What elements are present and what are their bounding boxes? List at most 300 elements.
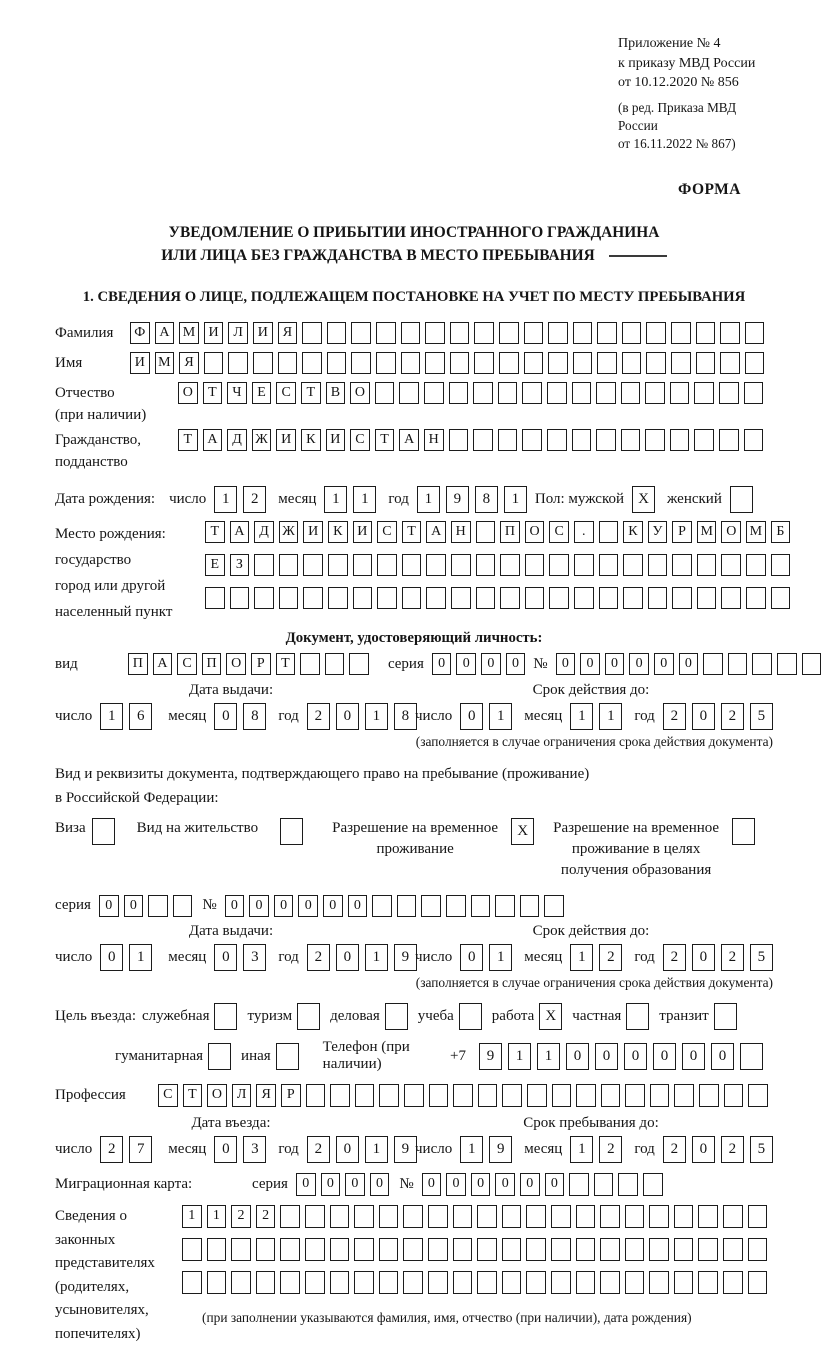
char-box[interactable]: 1 [207,1205,227,1228]
char-box[interactable]: 2 [721,1136,744,1163]
char-box[interactable] [500,554,520,577]
identity-expiry-day[interactable] [460,703,512,730]
char-box[interactable] [698,1238,718,1261]
char-box[interactable] [576,1238,596,1261]
char-box[interactable]: 1 [353,486,376,513]
char-box[interactable] [748,1271,768,1294]
char-box[interactable]: С [276,382,296,405]
char-box[interactable] [777,653,797,676]
char-box[interactable] [648,554,668,577]
char-box[interactable]: К [623,521,643,544]
char-box[interactable]: 2 [307,703,330,730]
char-box[interactable] [650,1084,670,1107]
char-box[interactable] [375,382,395,405]
char-box[interactable]: А [426,521,446,544]
char-box[interactable]: 0 [711,1043,734,1070]
char-box[interactable] [674,1271,694,1294]
char-box[interactable] [744,429,764,452]
char-box[interactable] [745,322,765,345]
birth-place-row1[interactable] [205,521,790,544]
char-box[interactable] [572,429,592,452]
char-box[interactable]: Р [251,653,271,676]
char-box[interactable] [330,1238,350,1261]
char-box[interactable] [618,1173,638,1196]
char-box[interactable] [648,587,668,610]
char-box[interactable] [449,429,469,452]
char-box[interactable]: 1 [570,703,593,730]
char-box[interactable]: 9 [394,944,417,971]
char-box[interactable] [649,1238,669,1261]
entry-month[interactable] [214,1136,266,1163]
char-box[interactable] [601,1084,621,1107]
char-box[interactable]: 2 [663,944,686,971]
visa-checkbox[interactable] [92,818,115,845]
char-box[interactable]: И [353,521,373,544]
char-box[interactable] [379,1238,399,1261]
stay-year[interactable] [663,1136,773,1163]
char-box[interactable] [674,1238,694,1261]
identity-expiry-year[interactable] [663,703,773,730]
char-box[interactable] [471,895,491,918]
char-box[interactable] [403,1271,423,1294]
char-box[interactable]: А [399,429,419,452]
char-box[interactable] [643,1173,663,1196]
char-box[interactable] [498,429,518,452]
char-box[interactable]: 1 [570,944,593,971]
char-box[interactable]: 0 [460,944,483,971]
char-box[interactable]: Т [375,429,395,452]
char-box[interactable] [576,1271,596,1294]
char-box[interactable]: Т [205,521,225,544]
char-box[interactable] [645,382,665,405]
char-box[interactable] [597,352,617,375]
surname-field[interactable] [130,322,764,345]
char-box[interactable]: 1 [599,703,622,730]
char-box[interactable] [173,895,193,918]
char-box[interactable] [376,322,396,345]
char-box[interactable] [401,352,421,375]
char-box[interactable] [231,1271,251,1294]
char-box[interactable]: П [202,653,222,676]
char-box[interactable]: Т [183,1084,203,1107]
representatives-row1[interactable] [182,1205,767,1228]
temp-residence-checkbox[interactable] [511,818,534,845]
char-box[interactable] [477,1271,497,1294]
char-box[interactable] [576,1205,596,1228]
char-box[interactable]: 1 [417,486,440,513]
char-box[interactable] [703,653,723,676]
char-box[interactable]: 0 [595,1043,618,1070]
char-box[interactable] [353,554,373,577]
char-box[interactable]: 1 [214,486,237,513]
char-box[interactable]: 2 [599,1136,622,1163]
char-box[interactable]: Т [402,521,422,544]
char-box[interactable]: 0 [323,895,343,918]
char-box[interactable] [599,521,619,544]
birth-place-row2[interactable] [205,554,790,577]
char-box[interactable]: . [574,521,594,544]
char-box[interactable] [425,352,445,375]
char-box[interactable] [280,1205,300,1228]
char-box[interactable] [802,653,821,676]
char-box[interactable] [256,1238,276,1261]
char-box[interactable] [473,382,493,405]
char-box[interactable] [551,1238,571,1261]
char-box[interactable] [625,1238,645,1261]
char-box[interactable]: Я [256,1084,276,1107]
char-box[interactable] [453,1238,473,1261]
char-box[interactable] [746,587,766,610]
char-box[interactable]: И [326,429,346,452]
char-box[interactable]: 8 [394,703,417,730]
char-box[interactable]: X [632,486,655,513]
char-box[interactable] [354,1205,374,1228]
char-box[interactable] [498,382,518,405]
char-box[interactable] [355,1084,375,1107]
char-box[interactable]: 0 [692,703,715,730]
char-box[interactable] [748,1084,768,1107]
char-box[interactable] [207,1271,227,1294]
char-box[interactable] [576,1084,596,1107]
char-box[interactable] [379,1084,399,1107]
purpose-private-checkbox[interactable] [626,1003,649,1030]
char-box[interactable]: 1 [537,1043,560,1070]
char-box[interactable] [740,1043,763,1070]
identity-issue-month[interactable] [214,703,266,730]
char-box[interactable] [572,382,592,405]
char-box[interactable]: 1 [365,944,388,971]
char-box[interactable]: Д [227,429,247,452]
char-box[interactable] [697,587,717,610]
char-box[interactable]: 0 [481,653,501,676]
purpose-humanitarian-checkbox[interactable] [208,1043,231,1070]
char-box[interactable] [330,1084,350,1107]
char-box[interactable] [302,352,322,375]
char-box[interactable] [327,352,347,375]
char-box[interactable]: 3 [243,1136,266,1163]
char-box[interactable]: 0 [99,895,119,918]
char-box[interactable]: 0 [679,653,699,676]
char-box[interactable] [330,1205,350,1228]
profession-field[interactable] [158,1084,768,1107]
purpose-official-checkbox[interactable] [214,1003,237,1030]
char-box[interactable] [649,1271,669,1294]
char-box[interactable] [303,554,323,577]
char-box[interactable] [478,1084,498,1107]
char-box[interactable] [353,587,373,610]
char-box[interactable]: И [303,521,323,544]
char-box[interactable]: 0 [506,653,526,676]
char-box[interactable]: С [350,429,370,452]
char-box[interactable] [300,653,320,676]
residence-series-field[interactable] [99,895,192,918]
char-box[interactable]: У [648,521,668,544]
char-box[interactable]: К [301,429,321,452]
char-box[interactable]: 0 [336,703,359,730]
char-box[interactable] [697,554,717,577]
char-box[interactable] [721,587,741,610]
char-box[interactable] [207,1238,227,1261]
char-box[interactable] [622,352,642,375]
char-box[interactable]: 0 [460,703,483,730]
char-box[interactable]: Ж [252,429,272,452]
char-box[interactable] [214,1003,237,1030]
char-box[interactable]: 8 [475,486,498,513]
char-box[interactable]: 2 [599,944,622,971]
char-box[interactable] [621,382,641,405]
char-box[interactable] [351,352,371,375]
char-box[interactable]: 1 [129,944,152,971]
char-box[interactable]: 0 [296,1173,316,1196]
identity-issue-day[interactable] [100,703,152,730]
char-box[interactable] [279,587,299,610]
char-box[interactable] [280,1238,300,1261]
char-box[interactable] [354,1271,374,1294]
char-box[interactable]: 1 [182,1205,202,1228]
char-box[interactable] [551,1271,571,1294]
char-box[interactable] [625,1271,645,1294]
char-box[interactable]: И [253,322,273,345]
char-box[interactable] [426,587,446,610]
purpose-transit-checkbox[interactable] [714,1003,737,1030]
residence-issue-month[interactable] [214,944,266,971]
residence-expiry-day[interactable] [460,944,512,971]
char-box[interactable]: 0 [682,1043,705,1070]
char-box[interactable] [730,486,753,513]
char-box[interactable] [544,895,564,918]
char-box[interactable]: 2 [256,1205,276,1228]
char-box[interactable] [477,1205,497,1228]
char-box[interactable]: 0 [336,1136,359,1163]
char-box[interactable]: 0 [605,653,625,676]
char-box[interactable] [597,322,617,345]
char-box[interactable]: С [158,1084,178,1107]
char-box[interactable]: 9 [479,1043,502,1070]
char-box[interactable] [230,587,250,610]
char-box[interactable] [646,352,666,375]
purpose-other-checkbox[interactable] [276,1043,299,1070]
residence-permit-checkbox[interactable] [280,818,303,845]
char-box[interactable]: X [539,1003,562,1030]
char-box[interactable] [495,895,515,918]
char-box[interactable] [671,352,691,375]
char-box[interactable] [574,554,594,577]
char-box[interactable] [552,1084,572,1107]
char-box[interactable] [305,1271,325,1294]
char-box[interactable]: И [130,352,150,375]
char-box[interactable]: О [207,1084,227,1107]
char-box[interactable] [379,1205,399,1228]
char-box[interactable] [502,1084,522,1107]
char-box[interactable] [569,1173,589,1196]
char-box[interactable]: 1 [489,944,512,971]
char-box[interactable]: 0 [124,895,144,918]
char-box[interactable] [208,1043,231,1070]
stay-month[interactable] [570,1136,622,1163]
char-box[interactable]: 1 [570,1136,593,1163]
char-box[interactable]: Л [232,1084,252,1107]
char-box[interactable]: Р [672,521,692,544]
residence-issue-day[interactable] [100,944,152,971]
char-box[interactable] [525,554,545,577]
char-box[interactable] [622,322,642,345]
purpose-study-checkbox[interactable] [459,1003,482,1030]
char-box[interactable] [696,352,716,375]
char-box[interactable] [280,818,303,845]
char-box[interactable] [204,352,224,375]
char-box[interactable]: 0 [298,895,318,918]
char-box[interactable] [699,1084,719,1107]
char-box[interactable] [476,554,496,577]
char-box[interactable]: Е [205,554,225,577]
char-box[interactable] [279,554,299,577]
char-box[interactable] [330,1271,350,1294]
char-box[interactable] [502,1205,522,1228]
char-box[interactable] [327,322,347,345]
char-box[interactable] [502,1271,522,1294]
char-box[interactable] [524,352,544,375]
char-box[interactable]: Т [178,429,198,452]
char-box[interactable] [476,521,496,544]
char-box[interactable] [428,1205,448,1228]
char-box[interactable] [752,653,772,676]
char-box[interactable] [325,653,345,676]
sex-male-checkbox[interactable] [632,486,655,513]
purpose-tourism-checkbox[interactable] [297,1003,320,1030]
char-box[interactable]: А [155,322,175,345]
char-box[interactable]: 0 [692,944,715,971]
char-box[interactable]: 0 [624,1043,647,1070]
char-box[interactable]: 1 [460,1136,483,1163]
char-box[interactable] [397,895,417,918]
char-box[interactable] [721,554,741,577]
char-box[interactable]: З [230,554,250,577]
char-box[interactable]: С [549,521,569,544]
char-box[interactable]: И [276,429,296,452]
char-box[interactable] [696,322,716,345]
char-box[interactable]: 8 [243,703,266,730]
char-box[interactable] [379,1271,399,1294]
representatives-row2[interactable] [182,1238,767,1261]
char-box[interactable] [276,1043,299,1070]
char-box[interactable]: 0 [225,895,245,918]
char-box[interactable]: 0 [471,1173,491,1196]
entry-day[interactable] [100,1136,152,1163]
char-box[interactable] [303,587,323,610]
char-box[interactable] [328,554,348,577]
char-box[interactable] [547,429,567,452]
char-box[interactable]: 1 [324,486,347,513]
char-box[interactable] [424,382,444,405]
char-box[interactable]: 0 [214,703,237,730]
char-box[interactable]: Ф [130,322,150,345]
char-box[interactable] [526,1205,546,1228]
char-box[interactable] [746,554,766,577]
phone-field[interactable] [479,1043,763,1070]
char-box[interactable]: Ж [279,521,299,544]
char-box[interactable] [596,382,616,405]
char-box[interactable] [476,587,496,610]
char-box[interactable]: Л [228,322,248,345]
char-box[interactable] [600,1205,620,1228]
char-box[interactable] [253,352,273,375]
char-box[interactable] [428,1271,448,1294]
char-box[interactable]: К [328,521,348,544]
char-box[interactable] [698,1271,718,1294]
char-box[interactable] [723,1205,743,1228]
char-box[interactable]: Н [424,429,444,452]
char-box[interactable] [182,1271,202,1294]
char-box[interactable] [377,554,397,577]
char-box[interactable] [306,1084,326,1107]
char-box[interactable]: Р [281,1084,301,1107]
char-box[interactable]: О [178,382,198,405]
char-box[interactable]: М [697,521,717,544]
birth-day-field[interactable] [214,486,266,513]
char-box[interactable]: 5 [750,944,773,971]
stay-day[interactable] [460,1136,512,1163]
char-box[interactable]: 9 [489,1136,512,1163]
char-box[interactable]: 1 [365,1136,388,1163]
char-box[interactable]: С [377,521,397,544]
char-box[interactable] [670,382,690,405]
char-box[interactable] [527,1084,547,1107]
char-box[interactable] [720,352,740,375]
char-box[interactable]: Н [451,521,471,544]
char-box[interactable] [547,382,567,405]
char-box[interactable]: 1 [365,703,388,730]
char-box[interactable] [453,1271,473,1294]
char-box[interactable]: 0 [370,1173,390,1196]
char-box[interactable] [429,1084,449,1107]
char-box[interactable] [385,1003,408,1030]
char-box[interactable] [256,1271,276,1294]
char-box[interactable] [724,1084,744,1107]
char-box[interactable]: 2 [307,944,330,971]
char-box[interactable] [573,352,593,375]
char-box[interactable] [649,1205,669,1228]
char-box[interactable] [421,895,441,918]
char-box[interactable] [694,382,714,405]
char-box[interactable]: Т [301,382,321,405]
char-box[interactable]: 5 [750,1136,773,1163]
char-box[interactable]: 0 [274,895,294,918]
char-box[interactable] [748,1238,768,1261]
birth-month-field[interactable] [324,486,376,513]
char-box[interactable]: 0 [432,653,452,676]
char-box[interactable] [351,322,371,345]
char-box[interactable] [672,554,692,577]
char-box[interactable] [182,1238,202,1261]
char-box[interactable]: 0 [214,944,237,971]
char-box[interactable] [524,322,544,345]
char-box[interactable]: 1 [100,703,123,730]
char-box[interactable] [600,1238,620,1261]
char-box[interactable] [372,895,392,918]
char-box[interactable] [698,1205,718,1228]
char-box[interactable] [548,322,568,345]
char-box[interactable] [573,322,593,345]
char-box[interactable]: 0 [653,1043,676,1070]
char-box[interactable]: Б [771,521,791,544]
char-box[interactable]: В [326,382,346,405]
char-box[interactable]: С [177,653,197,676]
char-box[interactable] [771,554,791,577]
purpose-business-checkbox[interactable] [385,1003,408,1030]
char-box[interactable] [526,1238,546,1261]
char-box[interactable]: 0 [446,1173,466,1196]
char-box[interactable] [254,587,274,610]
